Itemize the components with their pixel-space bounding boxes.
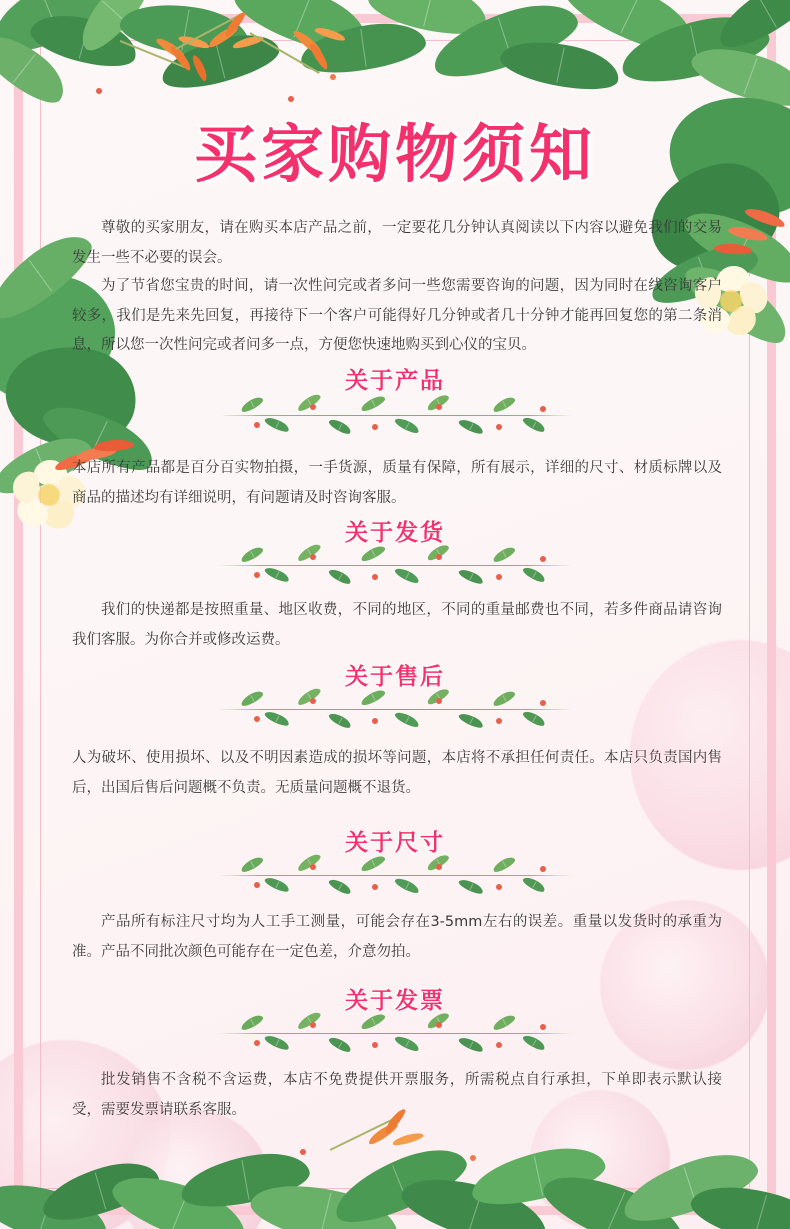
floral-vine-divider bbox=[210, 852, 580, 898]
floral-vine-divider bbox=[210, 1010, 580, 1056]
section-heading-shipping: 关于发货 bbox=[345, 520, 445, 546]
section-heading-aftersale: 关于售后 bbox=[345, 664, 445, 690]
floral-vine-divider bbox=[210, 542, 580, 588]
intro-paragraph-2: 为了节省您宝贵的时间，请一次性问完或者多问一些您需要咨询的问题，因为同时在线咨询客户较多，我们是先来先回复，再接待下一个客户可能得好几分钟或者几十分钟才能再回复您的第二条消息，所以您一次性问完或者问多一点，方便您快速地购买到心仪的宝贝。 bbox=[72, 278, 722, 354]
floral-vine-divider bbox=[210, 686, 580, 732]
section-body-invoice: 批发销售不含税不含运费，本店不免费提供开票服务，所需税点自行承担，下单即表示默认接受，需要发票请联系客服。 bbox=[72, 1072, 722, 1118]
section-heading-product: 关于产品 bbox=[345, 368, 445, 394]
intro-paragraph-1: 尊敬的买家朋友，请在购买本店产品之前，一定要花几分钟认真阅读以下内容以避免我们的交易发生一些不必要的误会。 bbox=[72, 220, 722, 266]
section-body-product: 本店所有产品都是百分百实物拍摄，一手货源，质量有保障，所有展示，详细的尺寸、材质标牌以及商品的描述均有详细说明，有问题请及时咨询客服。 bbox=[72, 460, 722, 506]
section-body-shipping: 我们的快递都是按照重量、地区收费，不同的地区，不同的重量邮费也不同，若多件商品请咨询我们客服。为你合并或修改运费。 bbox=[72, 602, 722, 648]
section-body-aftersale: 人为破坏、使用损坏、以及不明因素造成的损坏等问题，本店将不承担任何责任。本店只负责国内售后，出国后售后问题概不负责。无质量问题概不退货。 bbox=[72, 750, 722, 796]
section-heading-invoice: 关于发票 bbox=[345, 988, 445, 1014]
section-heading-size: 关于尺寸 bbox=[345, 830, 445, 856]
page-title: 买家购物须知 bbox=[194, 118, 596, 191]
section-body-size: 产品所有标注尺寸均为人工手工测量，可能会存在3-5mm左右的误差。重量以发货时的承重为准。产品不同批次颜色可能存在一定色差，介意勿拍。 bbox=[72, 914, 722, 960]
floral-vine-divider bbox=[210, 392, 580, 438]
